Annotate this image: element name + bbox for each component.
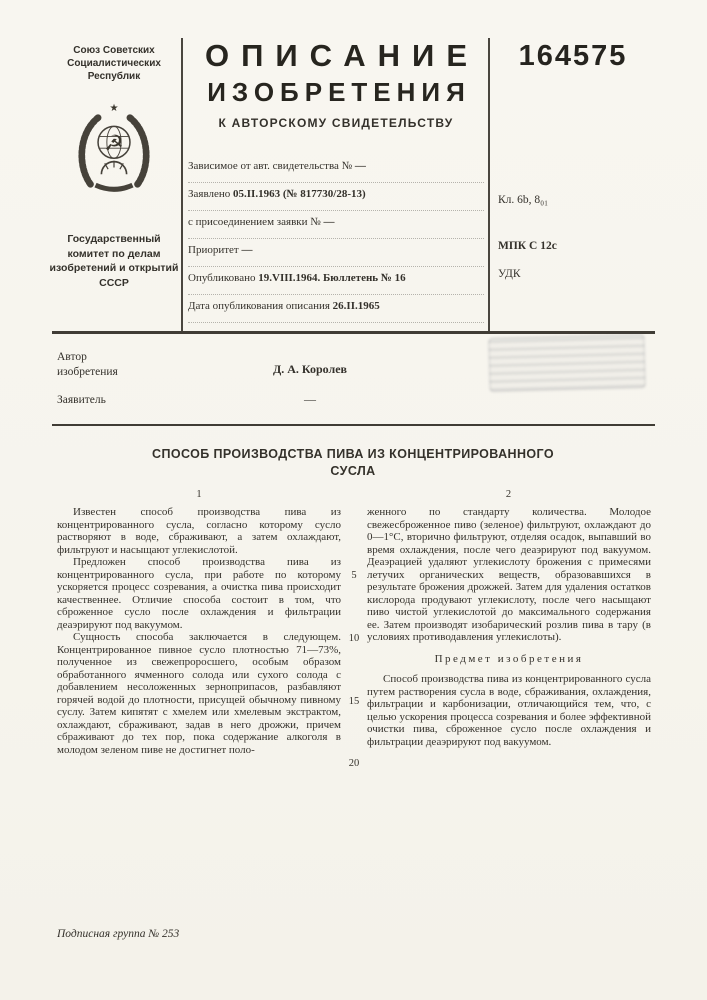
margin-line-number: 15 [348,696,360,707]
applicant-value: — [304,392,316,406]
field-value: — [241,244,253,256]
field-label: с присоединением заявки № [188,216,321,228]
committee-label: Государственный комитет по делам изобретений и открытий СССР [49,233,179,289]
invention-title: СПОСОБ ПРОИЗВОДСТВА ПИВА ИЗ КОНЦЕНТРИРОВАННОГО СУСЛА [152,447,554,478]
field-row-description-published [188,295,484,323]
union-label: Союз Советских Социалистических Республик [67,45,161,82]
column-number-1: 1 [196,489,202,500]
series-note: Подписная группа № 253 [57,928,180,940]
approval-stamp [488,334,645,392]
horizontal-rule-top [52,331,655,334]
claims-heading: Предмет изобретения [434,652,584,665]
field-value: — [323,216,335,228]
field-value: — [354,160,366,172]
field-row-dependent-certificate [188,155,484,183]
doc-type-title-line1: ОПИСАНИЕ [204,38,480,73]
svg-text:★: ★ [109,103,119,115]
doc-subtitle: К АВТОРСКОМУ СВИДЕТЕЛЬСТВУ [218,116,454,130]
application-fields [188,155,484,323]
margin-line-number: 5 [351,570,357,581]
field-label: Заявлено [188,188,231,200]
paragraph: Сущность способа заключается в следующем. Концентрированное пивное сусло плотностью 71—73%, полученное из свежепроросшего, особым образом обработанного ячменного солода или сухого солода с добавлением несоложенных зерноприпасов, разбавляют горячей водой до плотности, присущей обычному пивному суслу. Затем кипятят с хмелем или хмелевым экстрактом, охлаждают, сбраживают, задав в него дрожжи, причем сбраживают до тех пор, пока содержание алкоголя в молодом зеленом пиве не достигнет поло- [57,631,341,756]
horizontal-rule-bottom [52,424,655,426]
body-right-column [367,506,651,756]
class-code: Кл. 6b, 8₀₁ [498,194,549,206]
udk-code: УДК [498,268,521,280]
author-name: Д. А. Королев [272,362,348,376]
field-label: Дата опубликования описания [188,300,330,312]
body-left-column [57,506,341,756]
ipc-code: МПК С 12с [498,240,557,252]
patent-number: 164575 [518,40,628,72]
margin-line-number: 10 [348,633,360,644]
applicant-label: Заявитель [57,394,106,406]
field-value: 19.VIII.1964. Бюллетень № 16 [258,272,406,284]
doc-type-title-line2: ИЗОБРЕТЕНИЯ [207,77,471,107]
paragraph: женного по стандарту количества. Молодое свежесброженное пиво (зеленое) фильтруют, охлаждают до 0—1°С, вторично фильтруют, отделяя осадок, выпавший во время охлаждения, после чего деаэрируют под вакуумом. Деаэрацией удаляют углекислоту брожения с примесями летучих органических веществ, образовавшихся в результате брожения дрожжей. Затем для удаления остатков кислорода продувают углекислоту, после чего насыщают пиво чистой углекислотой до максимального содержания ее. Затем производят изобарический розлив пива в тару (в условиях противодавления углекислоты). [367,506,651,643]
field-label: Приоритет [188,244,239,256]
ussr-emblem-icon [72,96,156,202]
field-row-priority [188,239,484,267]
margin-line-number: 20 [348,758,360,769]
field-row-joined-application [188,211,484,239]
field-value: 26.II.1965 [332,300,380,312]
svg-text:☭: ☭ [104,131,124,157]
claims-paragraph: Способ производства пива из концентрированного сусла путем растворения сусла в воде, сбраживания, охлаждения, фильтрации и карбонизации, отличающийся тем, что, с целью ускорения процесса созревания и более эффективной очистки пива, сброженное сусло после охлаждения и фильтрации деаэрируют под вакуумом. [367,673,651,748]
header-divider-left [181,38,183,332]
field-row-published [188,267,484,295]
header-divider-right [488,38,490,332]
column-number-2: 2 [505,489,512,500]
field-value: 05.II.1963 (№ 817730/28-13) [233,188,366,200]
document-body [57,506,651,769]
paragraph: Предложен способ производства пива из концентрированного сусла, при работе по которому ускоряется процесс созревания, а очистка пива происходит качественнее. Отличие способа состоит в том, что сброженное сусло после охлаждения и фильтрации деаэрируют под вакуумом. [57,556,341,631]
field-label: Зависимое от авт. свидетельства № [188,160,353,172]
field-row-filed [188,183,484,211]
field-label: Опубликовано [188,272,256,284]
paragraph: Известен способ производства пива из концентрированного сусла, согласно которому сусло растворяют в воде, сбраживают, а затем охлаждают, фильтруют и насыщают углекислотой. [57,506,341,556]
author-label: Автор изобретения [57,351,118,378]
